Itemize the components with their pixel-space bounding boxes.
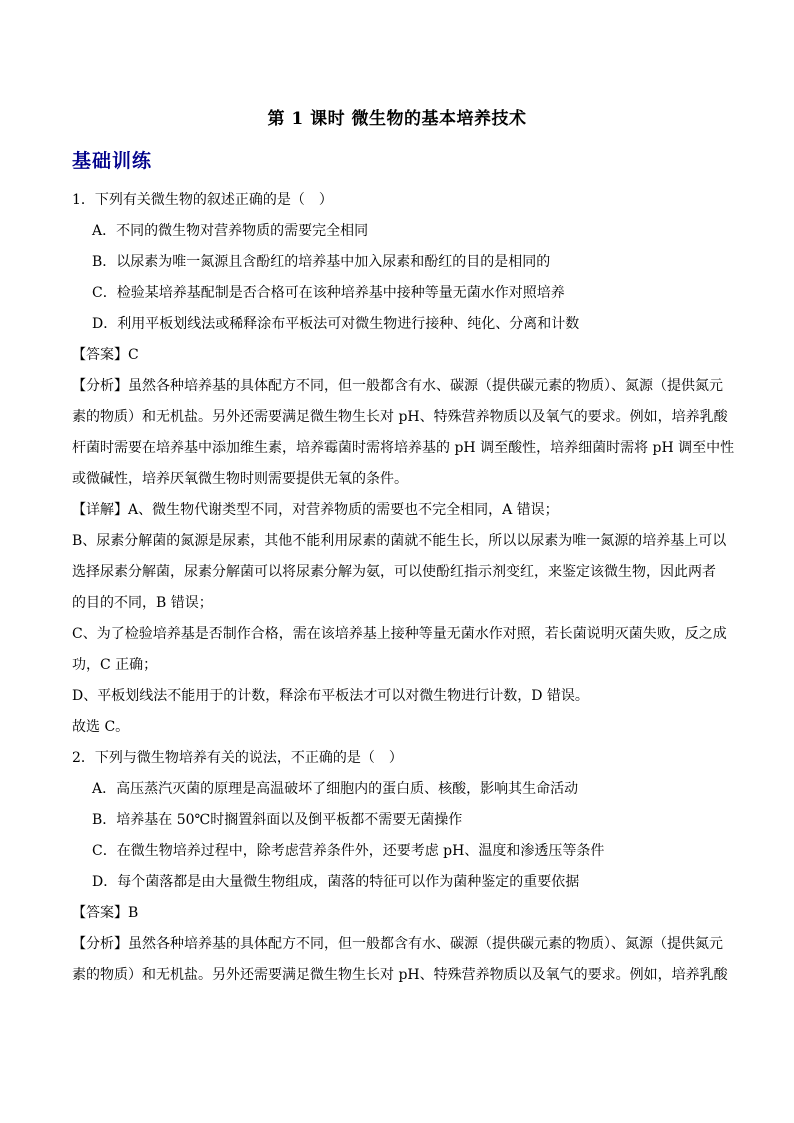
question-2-option-a: A．高压蒸汽灭菌的原理是高温破坏了细胞内的蛋白质、核酸，影响其生命活动: [92, 781, 579, 797]
question-1-analysis-line: 素的物质）和无机盐。另外还需要满足微生物生长对 pH、特殊营养物质以及氧气的要求。例如，培养乳酸: [72, 409, 728, 425]
question-2-option-c: C．在微生物培养过程中，除考虑营养条件外，还要考虑 pH、温度和渗透压等条件: [92, 843, 605, 859]
question-1-detail-line: D、平板划线法不能用于的计数，释涂布平板法才可以对微生物进行计数，D 错误。: [72, 688, 589, 704]
question-1-detail-line: 故选 C。: [72, 719, 130, 735]
question-1-detail-line: 功，C 正确；: [72, 657, 158, 673]
question-1-detail-line: 【详解】A、微生物代谢类型不同，对营养物质的需要也不完全相同，A 错误；: [72, 502, 559, 518]
lesson-title: 第 1 课时 微生物的基本培养技术: [267, 109, 527, 129]
question-2-option-d: D．每个菌落都是由大量微生物组成，菌落的特征可以作为菌种鉴定的重要依据: [92, 874, 580, 890]
question-1-analysis-line: 或微碱性，培养厌氧微生物时则需要提供无氧的条件。: [72, 471, 408, 487]
question-1-detail-line: 选择尿素分解菌，尿素分解菌可以将尿素分解为氨，可以使酚红指示剂变红，来鉴定该微生物，因此两者: [72, 564, 716, 580]
question-1-option-b: B．以尿素为唯一氮源且含酚红的培养基中加入尿素和酚红的目的是相同的: [92, 254, 551, 270]
question-1-detail-line: 的目的不同，B 错误；: [72, 595, 213, 611]
question-2-option-b: B．培养基在 50℃时搁置斜面以及倒平板都不需要无菌操作: [92, 812, 463, 828]
question-2-analysis-line: 素的物质）和无机盐。另外还需要满足微生物生长对 pH、特殊营养物质以及氧气的要求。例如，培养乳酸: [72, 967, 728, 983]
question-2-analysis-line: 【分析】虽然各种培养基的具体配方不同，但一般都含有水、碳源（提供碳元素的物质）、氮源（提供氮元: [72, 936, 723, 952]
question-1-answer: 【答案】C: [72, 347, 139, 363]
question-1-option-d: D．利用平板划线法或稀释涂布平板法可对微生物进行接种、纯化、分离和计数: [92, 316, 580, 332]
question-2-answer: 【答案】B: [72, 905, 139, 921]
question-1-option-a: A．不同的微生物对营养物质的需要完全相同: [92, 223, 369, 239]
section-heading: 基础训练: [72, 150, 153, 172]
question-1-detail-line: B、尿素分解菌的氮源是尿素，其他不能利用尿素的菌就不能生长，所以以尿素为唯一氮源的培养基上可以: [72, 533, 727, 549]
question-2-stem: 2．下列与微生物培养有关的说法，不正确的是（ ）: [72, 750, 403, 766]
question-1-analysis-line: 【分析】虽然各种培养基的具体配方不同，但一般都含有水、碳源（提供碳元素的物质）、氮源（提供氮元: [72, 378, 723, 394]
question-1-detail-line: C、为了检验培养基是否制作合格，需在该培养基上接种等量无菌水作对照，若长菌说明灭菌失败，反之成: [72, 626, 727, 642]
question-1-option-c: C．检验某培养基配制是否合格可在该种培养基中接种等量无菌水作对照培养: [92, 285, 565, 301]
question-1-stem: 1．下列有关微生物的叙述正确的是（ ）: [72, 192, 333, 208]
question-1-analysis-line: 杆菌时需要在培养基中添加维生素，培养霉菌时需将培养基的 pH 调至酸性，培养细菌时需将 pH 调至中性: [72, 440, 735, 456]
document-body: [72, 183, 735, 991]
